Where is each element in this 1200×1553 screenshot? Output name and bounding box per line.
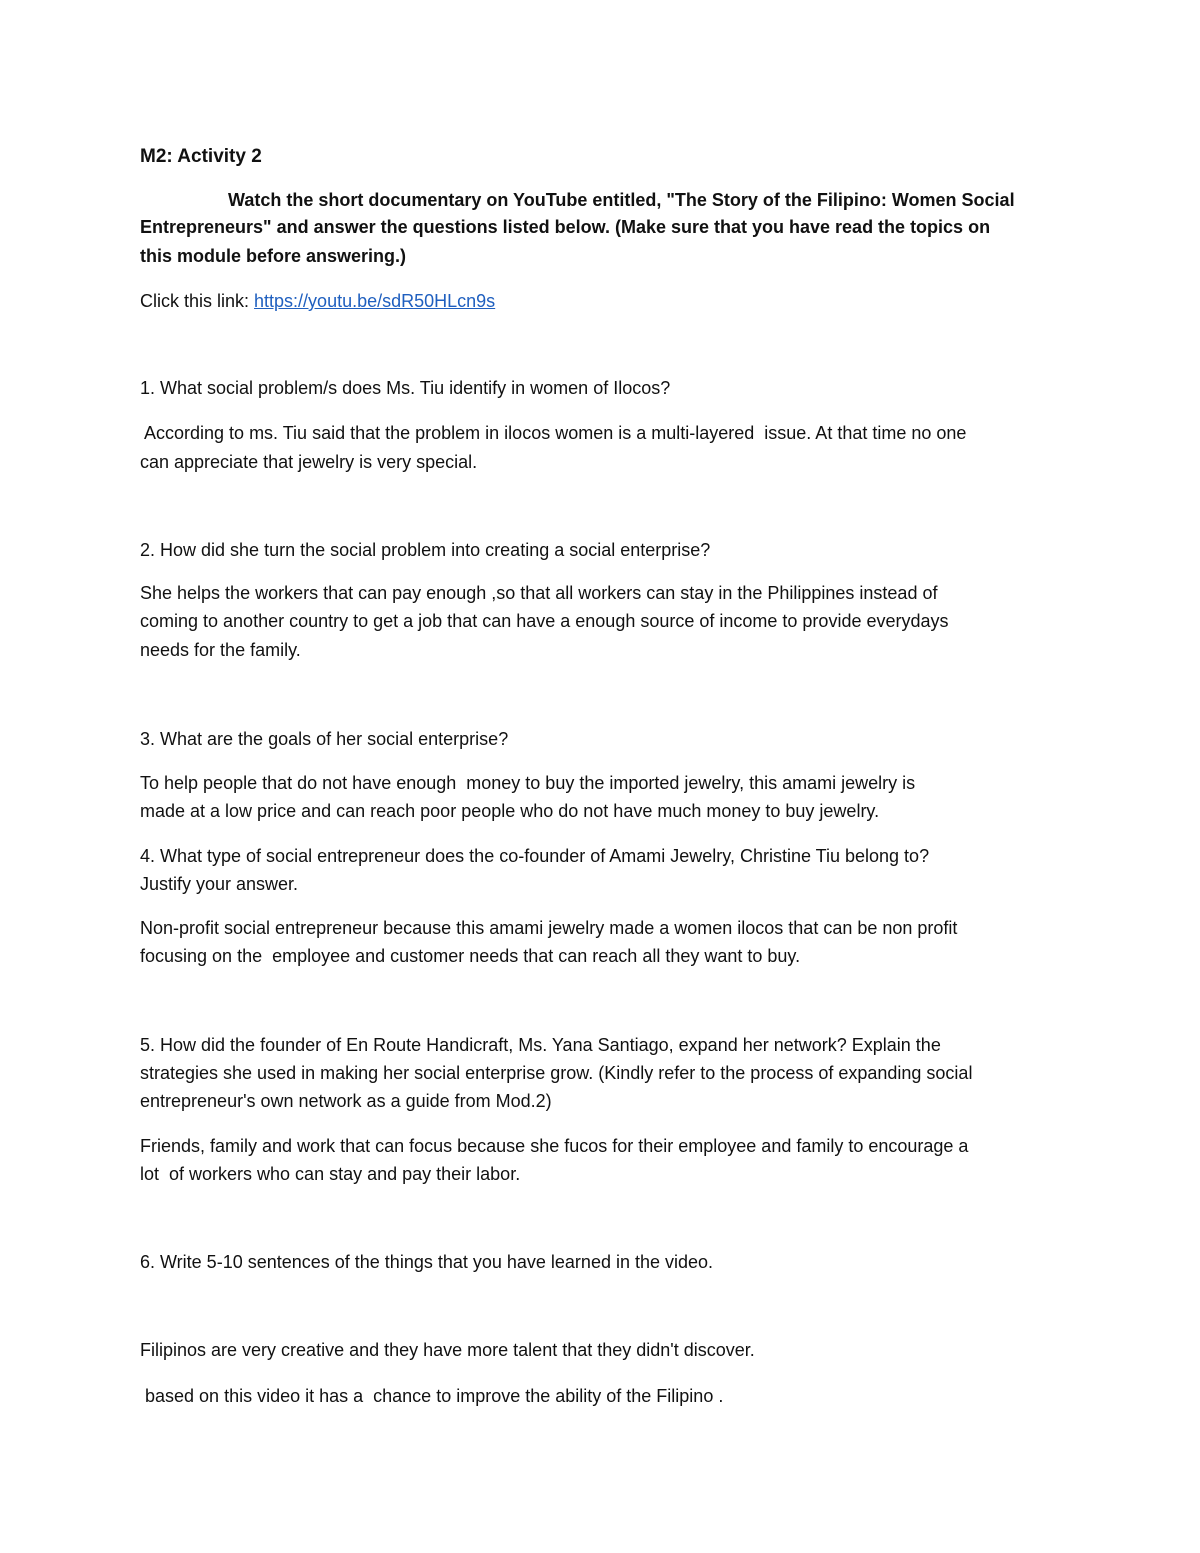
page-title: M2: Activity 2 bbox=[140, 146, 262, 167]
question-5-line-2: strategies she used in making her social enterprise grow. (Kindly refer to the process of expanding social bbox=[140, 1063, 973, 1083]
youtube-link[interactable]: https://youtu.be/sdR50HLcn9s bbox=[254, 291, 496, 311]
instructions-line-2: Entrepreneurs" and answer the questions listed below. (Make sure that you have read the topics on bbox=[140, 217, 991, 237]
question-6: 6. Write 5-10 sentences of the things that you have learned in the video. bbox=[140, 1252, 714, 1272]
question-2: 2. How did she turn the social problem into creating a social enterprise? bbox=[140, 540, 711, 560]
answer-2-line-1: She helps the workers that can pay enough ,so that all workers can stay in the Philippines instead of bbox=[140, 583, 938, 603]
instructions-line-1: Watch the short documentary on YouTube entitled, "The Story of the Filipino: Women Social bbox=[228, 190, 1015, 210]
answer-2-line-2: coming to another country to get a job that can have a enough source of income to provide everydays bbox=[140, 611, 949, 631]
question-4-line-2: Justify your answer. bbox=[140, 874, 299, 894]
question-5-line-1: 5. How did the founder of En Route Handicraft, Ms. Yana Santiago, expand her network? Explain the bbox=[140, 1035, 941, 1055]
link-label: Click this link: bbox=[140, 291, 255, 311]
answer-3-line-2: made at a low price and can reach poor people who do not have much money to buy jewelry. bbox=[140, 801, 880, 821]
question-5-line-3: entrepreneur's own network as a guide from Mod.2) bbox=[140, 1091, 552, 1111]
answer-1-line-2: can appreciate that jewelry is very special. bbox=[140, 452, 478, 472]
instructions-line-3: this module before answering.) bbox=[140, 246, 407, 266]
answer-5-line-2: lot of workers who can stay and pay their labor. bbox=[140, 1164, 521, 1184]
question-3: 3. What are the goals of her social enterprise? bbox=[140, 729, 509, 749]
question-4-line-1: 4. What type of social entrepreneur does the co-founder of Amami Jewelry, Christine Tiu belong to? bbox=[140, 846, 930, 866]
answer-3-line-1: To help people that do not have enough money to buy the imported jewelry, this amami jewelry is bbox=[140, 773, 916, 793]
answer-4-line-1: Non-profit social entrepreneur because this amami jewelry made a women ilocos that can be non profit bbox=[140, 918, 958, 938]
answer-1-line-1: According to ms. Tiu said that the problem in ilocos women is a multi-layered issue. At that time no one bbox=[140, 423, 967, 443]
answer-4-line-2: focusing on the employee and customer needs that can reach all they want to buy. bbox=[140, 946, 801, 966]
link-line bbox=[140, 287, 1070, 316]
answer-6-line-2: based on this video it has a chance to improve the ability of the Filipino . bbox=[140, 1386, 724, 1406]
question-1: 1. What social problem/s does Ms. Tiu identify in women of Ilocos? bbox=[140, 378, 671, 398]
answer-5-line-1: Friends, family and work that can focus because she fucos for their employee and family to encourage a bbox=[140, 1136, 969, 1156]
answer-2-line-3: needs for the family. bbox=[140, 640, 301, 660]
answer-6-line-1: Filipinos are very creative and they have more talent that they didn't discover. bbox=[140, 1340, 755, 1360]
